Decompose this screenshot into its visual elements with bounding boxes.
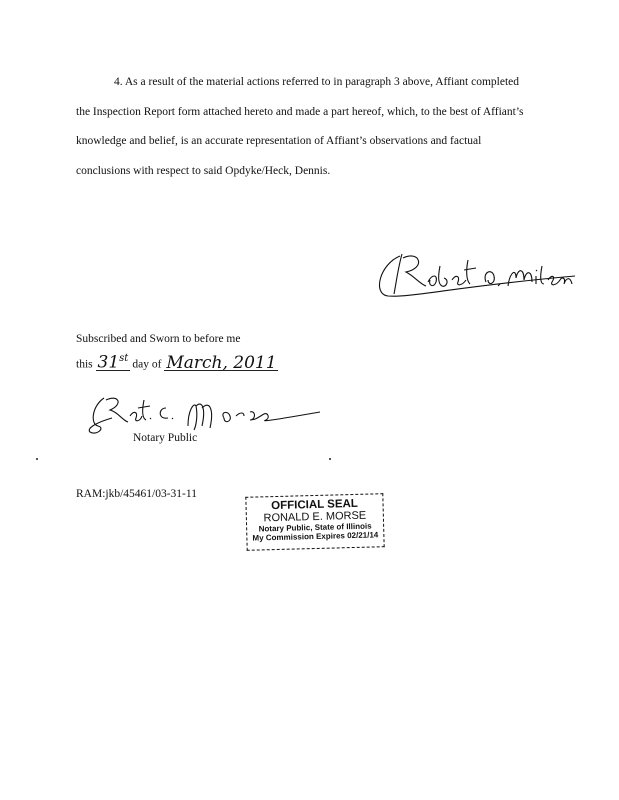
affidavit-paragraph: [76, 68, 556, 186]
seal-title: OFFICIAL SEAL: [271, 497, 359, 513]
reference-code: RAM:jkb/45461/03-31-11: [76, 488, 197, 500]
day-of-text: day of: [132, 358, 162, 371]
month-year-handwritten: March, 2011: [166, 352, 277, 373]
official-seal-stamp: [245, 493, 384, 551]
scan-speck: [329, 458, 331, 460]
this-text: this: [76, 358, 93, 371]
affiant-signature: [370, 246, 580, 306]
paragraph-line: knowledge and belief, is an accurate representation of Affiant’s observations and factual: [76, 135, 482, 147]
paragraph-line: 4. As a result of the material actions referred to in paragraph 3 above, Affiant completed: [114, 76, 520, 88]
seal-state-line: Notary Public, State of Illinois: [258, 521, 372, 534]
paragraph-line: conclusions with respect to said Opdyke/Heck, Dennis.: [76, 164, 331, 177]
jurat-date-line: [76, 352, 278, 371]
day-handwritten: 31st: [97, 352, 129, 373]
paragraph-line: the Inspection Report form attached hereto and made a part hereof, which, to the best of Affiant’s: [76, 105, 524, 118]
scan-speck: [36, 458, 38, 460]
notary-signature: [84, 386, 324, 441]
notary-public-label: Notary Public: [133, 432, 198, 444]
sworn-statement: Subscribed and Sworn to before me: [76, 333, 241, 345]
seal-name: RONALD E. MORSE: [263, 509, 367, 525]
seal-expiry-line: My Commission Expires 02/21/14: [252, 530, 379, 543]
